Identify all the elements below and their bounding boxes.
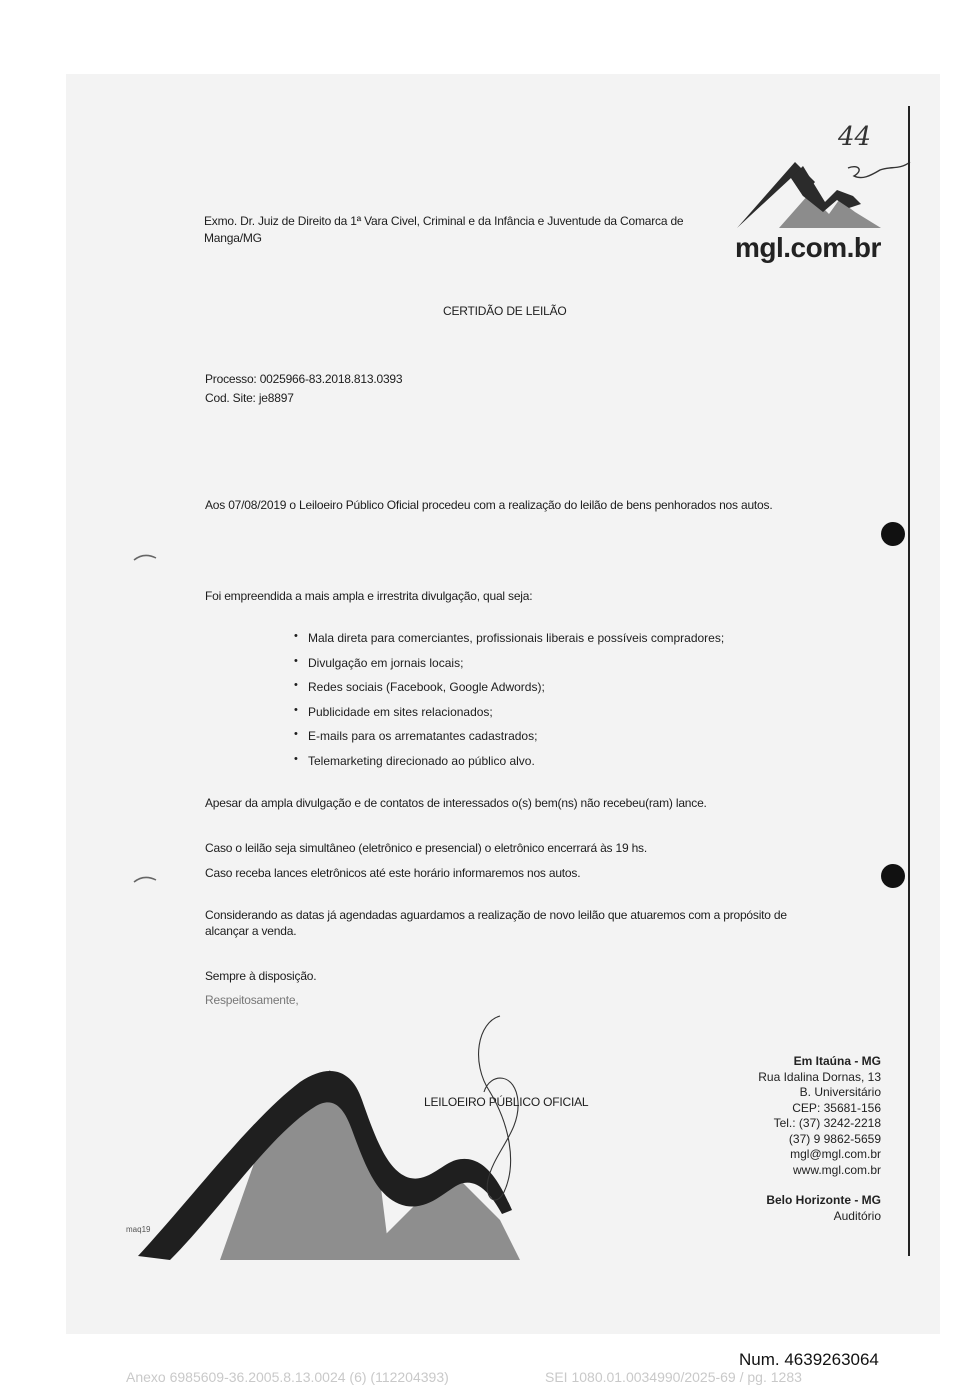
footer-sei: SEI 1080.01.0034990/2025-69 / pg. 1283: [545, 1369, 802, 1385]
handwritten-page-number: 44: [838, 122, 872, 152]
document-title: CERTIDÃO DE LEILÃO: [443, 304, 567, 318]
paragraph-new-auction-1: Considerando as datas já agendadas aguardamos a realização de novo leilão que atuaremos com a propósito de: [205, 908, 787, 922]
address-website: www.mgl.com.br: [792, 1162, 881, 1177]
punch-hole: [881, 522, 905, 546]
list-item: • Publicidade em sites relacionados;: [294, 705, 724, 730]
watermark-code: maq19: [126, 1225, 151, 1234]
site-code: Cod. Site: je8897: [205, 391, 294, 405]
mgl-logo-icon: [733, 156, 885, 232]
address-place-2: Auditório: [833, 1208, 881, 1223]
paragraph-new-auction-2: alcançar a venda.: [205, 924, 297, 938]
address-cep: CEP: 35681-156: [792, 1100, 881, 1115]
paragraph-auction-date: Aos 07/08/2019 o Leiloeiro Público Oficial procedeu com a realização do leilão de bens penhorados nos autos.: [205, 498, 773, 512]
company-address: [758, 1054, 881, 1224]
disclosure-list: [294, 631, 724, 779]
scan-mark: [132, 548, 162, 568]
addressee-line-1: Exmo. Dr. Juiz de Direito da 1ª Vara Civel, Criminal e da Infância e Juventude da Comarca de: [204, 214, 684, 228]
address-email: mgl@mgl.com.br: [790, 1147, 881, 1161]
address-phone-2: (37) 9 9862-5659: [788, 1131, 881, 1146]
footer-annex: Anexo 6985609-36.2005.8.13.0024 (6) (112204393): [126, 1369, 449, 1385]
address-street: Rua Idalina Dornas, 13: [758, 1069, 881, 1084]
margin-line: [908, 106, 910, 1256]
list-item: • Mala direta para comerciantes, profissionais liberais e possíveis compradores;: [294, 631, 724, 656]
process-number: Processo: 0025966-83.2018.813.0393: [205, 372, 403, 386]
closing-regards: Respeitosamente,: [205, 993, 299, 1007]
address-city-2: Belo Horizonte - MG: [766, 1193, 881, 1207]
paragraph-disclosure: Foi empreendida a mais ampla e irrestrita divulgação, qual seja:: [205, 589, 533, 603]
paragraph-electronic-bids: Caso receba lances eletrônicos até este horário informaremos nos autos.: [205, 866, 581, 880]
signature-icon: [460, 1012, 540, 1212]
address-district: B. Universitário: [799, 1085, 881, 1099]
list-item: • Redes sociais (Facebook, Google Adwords);: [294, 680, 724, 705]
logo-text: mgl.com.br: [735, 232, 881, 263]
punch-hole: [881, 864, 905, 888]
list-item: • Divulgação em jornais locais;: [294, 656, 724, 681]
paragraph-simultaneous: Caso o leilão seja simultâneo (eletrônico e presencial) o eletrônico encerrará às 19 hs.: [205, 841, 647, 855]
list-item: • Telemarketing direcionado ao público alvo.: [294, 754, 724, 779]
list-item: • E-mails para os arrematantes cadastrados;: [294, 729, 724, 754]
closing-line: Sempre à disposição.: [205, 969, 317, 983]
signature-label: LEILOEIRO PÚBLICO OFICIAL: [424, 1095, 589, 1109]
addressee-line-2: Manga/MG: [204, 231, 262, 245]
scan-mark: [132, 870, 162, 890]
document-number: Num. 4639263064: [739, 1350, 879, 1369]
paragraph-no-bids: Apesar da ampla divulgação e de contatos de interessados o(s) bem(ns) não recebeu(ram) lance.: [205, 796, 707, 810]
address-phone: Tel.: (37) 3242-2218: [773, 1116, 881, 1130]
address-city: Em Itaúna - MG: [793, 1054, 881, 1068]
